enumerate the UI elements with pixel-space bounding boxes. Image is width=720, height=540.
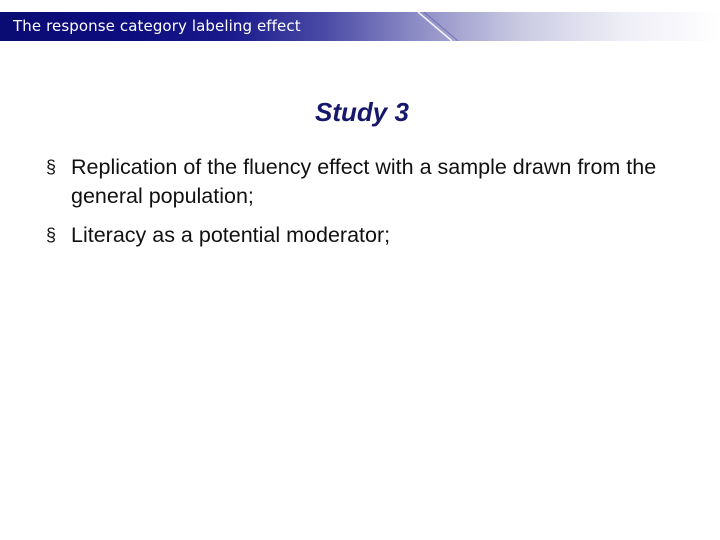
header-title: The response category labeling effect: [13, 17, 301, 35]
bullet-item: [46, 153, 686, 211]
header-band: [0, 12, 720, 41]
bullet-item: [46, 221, 686, 250]
slide-title: Study 3: [315, 97, 409, 127]
bullet-text: Replication of the fluency effect with a sample drawn from the general population;: [71, 155, 657, 208]
bullet-marker-icon: §: [46, 225, 57, 245]
bullet-marker-icon: §: [46, 157, 57, 177]
bullet-list: [46, 153, 686, 260]
bullet-text: Literacy as a potential moderator;: [71, 223, 391, 247]
